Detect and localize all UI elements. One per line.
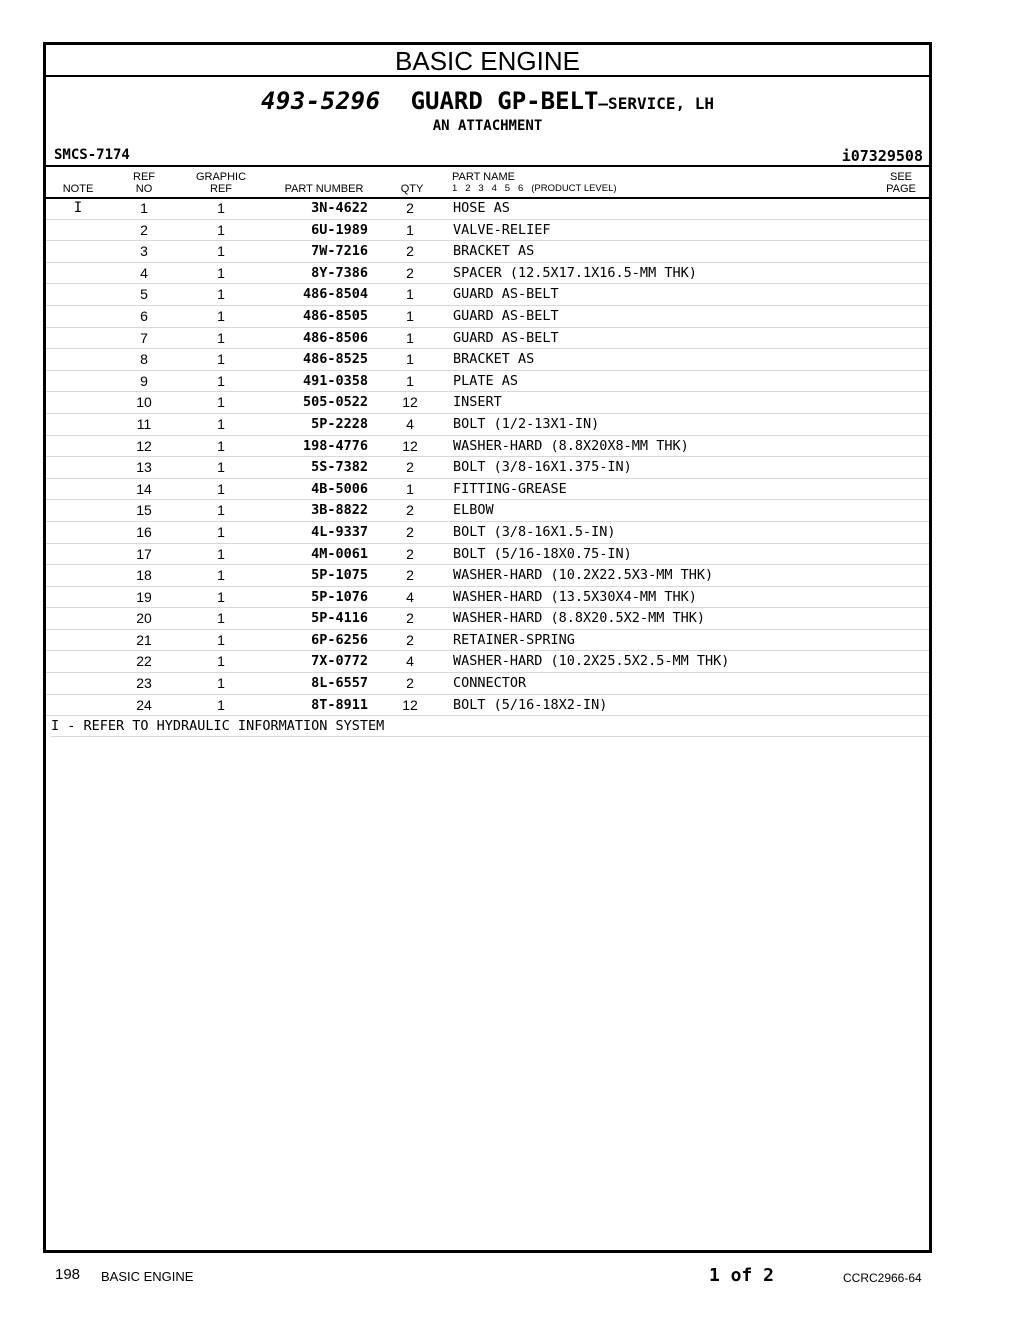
- row-graphic-ref: 1: [217, 286, 225, 303]
- group-name: GUARD GP-BELT: [410, 87, 599, 115]
- header-rule: [46, 165, 929, 167]
- table-row: [46, 695, 929, 717]
- row-graphic-ref: 1: [217, 372, 225, 389]
- group-title: [46, 87, 929, 115]
- table-row: [46, 198, 929, 220]
- row-ref-no: 13: [136, 459, 152, 476]
- row-qty: 2: [406, 243, 414, 260]
- row-part-name: GUARD AS-BELT: [453, 329, 559, 346]
- table-row: [46, 349, 929, 371]
- row-part-name: BOLT (5/16-18X0.75-IN): [453, 545, 632, 562]
- row-note: I: [73, 200, 83, 216]
- row-part-name: FITTING-GREASE: [453, 480, 567, 497]
- row-graphic-ref: 1: [217, 221, 225, 238]
- row-part-name: BOLT (3/8-16X1.375-IN): [453, 459, 632, 476]
- row-qty: 1: [406, 351, 414, 368]
- table-row: [46, 284, 929, 306]
- row-part-number: 4M-0061: [311, 545, 368, 562]
- group-name-suffix: —SERVICE, LH: [598, 94, 715, 113]
- group-part-number: 493-5296: [260, 87, 381, 115]
- row-graphic-ref: 1: [217, 653, 225, 670]
- row-qty: 12: [402, 696, 418, 713]
- row-part-number: 6U-1989: [311, 221, 368, 238]
- row-ref-no: 21: [136, 631, 152, 648]
- column-header-graphic-top: GRAPHIC: [195, 171, 247, 183]
- row-graphic-ref: 1: [217, 545, 225, 562]
- table-row: [46, 522, 929, 544]
- row-part-number: 5P-4116: [311, 610, 368, 627]
- row-part-number: 505-0522: [302, 394, 368, 411]
- row-part-number: 198-4776: [302, 437, 368, 454]
- row-graphic-ref: 1: [217, 459, 225, 476]
- row-ref-no: 22: [136, 653, 152, 670]
- row-part-number: 4B-5006: [311, 480, 368, 497]
- row-ref-no: 10: [136, 394, 152, 411]
- table-row: [46, 544, 929, 566]
- row-qty: 4: [406, 653, 414, 670]
- row-part-name: BOLT (3/8-16X1.5-IN): [453, 523, 616, 540]
- row-qty: 2: [406, 264, 414, 281]
- row-part-number: 491-0358: [302, 372, 368, 389]
- row-qty: 2: [406, 523, 414, 540]
- table-row: [46, 306, 929, 328]
- row-ref-no: 16: [136, 523, 152, 540]
- row-ref-no: 4: [140, 264, 148, 281]
- row-ref-no: 6: [140, 307, 148, 324]
- row-part-name: WASHER-HARD (8.8X20X8-MM THK): [453, 437, 689, 454]
- footer-page-number: 198: [55, 1266, 81, 1283]
- table-row: [46, 263, 929, 285]
- row-ref-no: 14: [136, 480, 152, 497]
- row-part-number: 8Y-7386: [311, 264, 368, 281]
- row-graphic-ref: 1: [217, 307, 225, 324]
- row-part-number: 3N-4622: [311, 200, 368, 216]
- table-row: [46, 241, 929, 263]
- footer-document-code: CCRC2966-64: [843, 1271, 922, 1285]
- row-graphic-ref: 1: [217, 675, 225, 692]
- row-ref-no: 8: [140, 351, 148, 368]
- row-qty: 2: [406, 675, 414, 692]
- table-row: [46, 673, 929, 695]
- row-ref-no: 11: [136, 415, 152, 432]
- row-qty: 2: [406, 610, 414, 627]
- row-ref-no: 24: [136, 696, 152, 713]
- row-qty: 12: [402, 437, 418, 454]
- table-row: [46, 436, 929, 458]
- column-header-part-number: PART NUMBER: [284, 183, 364, 195]
- row-part-number: 5P-1075: [311, 567, 368, 584]
- row-graphic-ref: 1: [217, 480, 225, 497]
- row-part-name: GUARD AS-BELT: [453, 307, 559, 324]
- row-part-number: 7X-0772: [311, 653, 368, 670]
- row-graphic-ref: 1: [217, 696, 225, 713]
- row-ref-no: 19: [136, 588, 152, 605]
- row-ref-no: 20: [136, 610, 152, 627]
- column-header-ref-top: REF: [133, 171, 155, 183]
- row-part-name: INSERT: [453, 394, 502, 411]
- row-part-number: 7W-7216: [311, 243, 368, 260]
- row-part-number: 3B-8822: [311, 502, 368, 519]
- row-part-name: PLATE AS: [453, 372, 519, 389]
- row-qty: 4: [406, 588, 414, 605]
- row-qty: 2: [406, 545, 414, 562]
- row-part-name: WASHER-HARD (8.8X20.5X2-MM THK): [453, 610, 705, 627]
- row-ref-no: 1: [140, 200, 148, 216]
- table-row: [46, 587, 929, 609]
- row-ref-no: 12: [136, 437, 152, 454]
- row-ref-no: 2: [140, 221, 148, 238]
- table-row: [46, 328, 929, 350]
- row-part-name: RETAINER-SPRING: [453, 631, 575, 648]
- column-header-see-top: SEE: [889, 171, 912, 183]
- footer-section-name: BASIC ENGINE: [101, 1269, 194, 1284]
- row-part-name: BOLT (1/2-13X1-IN): [453, 415, 600, 432]
- illustration-id: i07329508: [841, 147, 923, 165]
- row-qty: 2: [406, 567, 414, 584]
- column-header-part-name-label: PART NAME: [452, 171, 515, 183]
- row-qty: 4: [406, 415, 414, 432]
- footer-sheet-count: 1 of 2: [709, 1265, 775, 1286]
- column-header-graphic-bottom: REF: [210, 183, 232, 195]
- table-row: [46, 457, 929, 479]
- smcs-code: SMCS-7174: [54, 147, 130, 163]
- column-header-ref-bottom: NO: [135, 183, 153, 195]
- row-qty: 2: [406, 200, 414, 216]
- row-part-name: BRACKET AS: [453, 351, 535, 368]
- table-row: [46, 220, 929, 242]
- row-part-name: HOSE AS: [453, 200, 510, 216]
- row-qty: 1: [406, 372, 414, 389]
- row-part-number: 5S-7382: [311, 459, 368, 476]
- row-qty: 12: [402, 394, 418, 411]
- row-graphic-ref: 1: [217, 502, 225, 519]
- row-part-name: BRACKET AS: [453, 243, 535, 260]
- row-ref-no: 9: [140, 372, 148, 389]
- footnote: I - REFER TO HYDRAULIC INFORMATION SYSTEM: [51, 716, 929, 737]
- row-part-name: WASHER-HARD (10.2X22.5X3-MM THK): [453, 567, 714, 584]
- row-graphic-ref: 1: [217, 523, 225, 540]
- row-qty: 2: [406, 631, 414, 648]
- row-part-number: 8L-6557: [311, 675, 368, 692]
- row-ref-no: 7: [140, 329, 148, 346]
- row-part-name: CONNECTOR: [453, 675, 527, 692]
- table-row: [46, 565, 929, 587]
- column-header-see-bottom: PAGE: [886, 183, 916, 195]
- row-graphic-ref: 1: [217, 588, 225, 605]
- parts-table: [46, 198, 929, 716]
- column-header-part-name: [452, 171, 752, 195]
- row-part-number: 5P-1076: [311, 588, 368, 605]
- row-part-number: 486-8505: [302, 307, 368, 324]
- row-qty: 1: [406, 480, 414, 497]
- column-header-graphic-ref: [186, 171, 256, 195]
- row-part-name: WASHER-HARD (13.5X30X4-MM THK): [453, 588, 697, 605]
- row-graphic-ref: 1: [217, 567, 225, 584]
- column-header-qty: QTY: [400, 183, 424, 195]
- row-ref-no: 3: [140, 243, 148, 260]
- row-part-name: VALVE-RELIEF: [453, 221, 551, 238]
- row-part-number: 5P-2228: [311, 415, 368, 432]
- row-graphic-ref: 1: [217, 329, 225, 346]
- row-graphic-ref: 1: [217, 415, 225, 432]
- table-row: [46, 479, 929, 501]
- table-row: [46, 500, 929, 522]
- row-part-name: WASHER-HARD (10.2X25.5X2.5-MM THK): [453, 653, 730, 670]
- row-graphic-ref: 1: [217, 631, 225, 648]
- row-part-number: 4L-9337: [311, 523, 368, 540]
- group-subtitle: AN ATTACHMENT: [432, 118, 543, 134]
- row-ref-no: 5: [140, 286, 148, 303]
- column-header-note: NOTE: [62, 183, 94, 195]
- row-part-name: SPACER (12.5X17.1X16.5-MM THK): [453, 264, 697, 281]
- row-part-name: GUARD AS-BELT: [453, 286, 559, 303]
- row-qty: 2: [406, 502, 414, 519]
- table-row: [46, 630, 929, 652]
- row-graphic-ref: 1: [217, 437, 225, 454]
- parts-page-frame: [43, 42, 932, 1253]
- row-part-number: 486-8506: [302, 329, 368, 346]
- table-row: [46, 651, 929, 673]
- row-graphic-ref: 1: [217, 351, 225, 368]
- row-ref-no: 15: [136, 502, 152, 519]
- row-part-number: 6P-6256: [311, 631, 368, 648]
- row-part-name: BOLT (5/16-18X2-IN): [453, 696, 608, 713]
- row-ref-no: 23: [136, 675, 152, 692]
- row-part-number: 486-8504: [302, 286, 368, 303]
- table-row: [46, 371, 929, 393]
- column-header-ref-no: [124, 171, 164, 195]
- row-part-number: 486-8525: [302, 351, 368, 368]
- row-qty: 1: [406, 307, 414, 324]
- row-graphic-ref: 1: [217, 243, 225, 260]
- column-header-product-level: 1 2 3 4 5 6 (PRODUCT LEVEL): [452, 183, 617, 194]
- row-graphic-ref: 1: [217, 264, 225, 281]
- row-graphic-ref: 1: [217, 610, 225, 627]
- table-row: [46, 392, 929, 414]
- row-ref-no: 18: [136, 567, 152, 584]
- table-row: [46, 414, 929, 436]
- row-qty: 1: [406, 286, 414, 303]
- column-header-see-page: [876, 171, 926, 195]
- section-title: BASIC ENGINE: [46, 45, 929, 77]
- row-qty: 2: [406, 459, 414, 476]
- row-qty: 1: [406, 329, 414, 346]
- row-qty: 1: [406, 221, 414, 238]
- row-ref-no: 17: [136, 545, 152, 562]
- table-row: [46, 608, 929, 630]
- row-part-name: ELBOW: [453, 502, 494, 519]
- row-graphic-ref: 1: [217, 394, 225, 411]
- row-part-number: 8T-8911: [311, 696, 368, 713]
- row-graphic-ref: 1: [217, 200, 225, 216]
